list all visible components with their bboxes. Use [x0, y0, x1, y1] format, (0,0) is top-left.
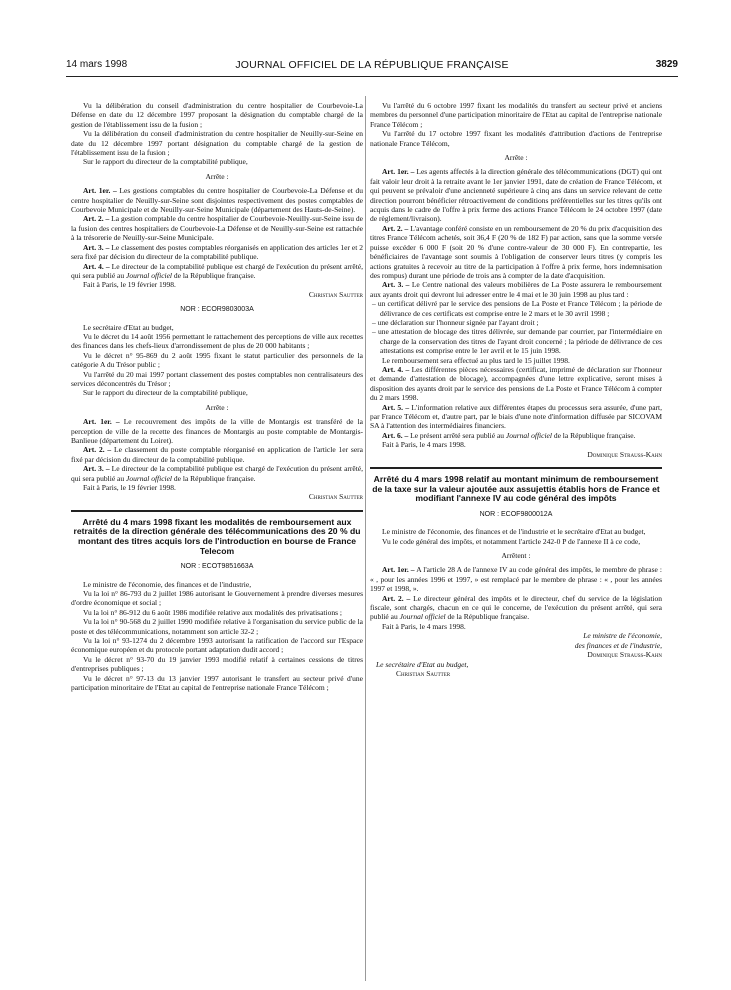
article: Art. 2. – Le directeur général des impôts et le directeur, chef du service de la législation fiscale, sont chargés, chacun en ce qui le concerne, de l'exécution du présent arrêté, qui sera publié au Journal officiel de la République française. [370, 593, 662, 622]
article-label: Art. 2. – [382, 593, 411, 603]
date-line: Fait à Paris, le 19 février 1998. [83, 483, 176, 493]
paragraph: Vu le décret n° 95-869 du 2 août 1995 fixant le statut particulier des personnels de la catégorie A du Trésor public ; [71, 350, 363, 370]
article: Art. 2. – Le classement du poste comptable réorganisé en application de l'article 1er sera fixé par décision du directeur de la comptabilité publique. [71, 445, 363, 464]
article-label: Art. 3. – [83, 464, 110, 474]
article-label: Art. 1er. – [83, 417, 120, 427]
column-divider [365, 96, 366, 981]
paragraph: Vu le décret n° 97-13 du 13 janvier 1997 autorisant le transfert au secteur privé d'une participation minoritaire de l'Etat au capital de l'entreprise nationale France Télécom ; [71, 673, 363, 693]
paragraph: Sur le rapport du directeur de la comptabilité publique, [83, 388, 248, 398]
signature: Dominique Strauss-Kahn [587, 650, 662, 660]
paragraph: Vu la loi n° 90-568 du 2 juillet 1990 modifiée relative à l'organisation du service public de la poste et des télécommunications, notamment son article 32-2 ; [71, 617, 363, 636]
article-label: Art. 1er. – [83, 186, 117, 196]
article-label: Art. 6. – [382, 430, 409, 440]
signatory-title: Le secrétaire d'Etat au budget, [376, 659, 469, 669]
nor-reference: NOR : ECOT9851663A [180, 563, 254, 571]
date-line: Fait à Paris, le 4 mars 1998. [382, 440, 466, 450]
paragraph: Vu le décret n° 93-70 du 19 janvier 1993 modifié relatif à certaines cessions de titres d'entreprises publiques ; [71, 654, 363, 674]
paragraph: Sur le rapport du directeur de la comptabilité publique, [83, 157, 248, 167]
signatory-title: des finances et de l'industrie, [574, 640, 662, 650]
article: Art. 4. – Les différentes pièces nécessaires (certificat, imprimé de déclaration sur l'honneur et demande d'attestation de blocage), accompagnées d'une lettre explicative, seront mises à disposition des ayants droit par le service des pensions de La Poste et France Télécom à compter du 2 mars 1998. [370, 364, 663, 403]
article: Art. 2. – L'avantage conféré consiste en un remboursement de 20 % du prix d'acquisition des titres France Télécom achetés, soit 36,4 F (20 % de 182 F) par action, sans que la somme versée puisse excéder 6 000 F (soit 20 % d'une contre-valeur de 30 000 F). En contrepartie, les bénéficiaires de l'avantage sont soumis à l'obligation de conserver leurs titres (y compris les actions gratuites à recevoir au titre de la participation à l'offre à prix ferme, hors indemnisation des rompus) durant une période de trois ans à compter de la date d'acquisition. [370, 223, 662, 280]
article-label: Art. 1er. – [382, 167, 415, 177]
paragraph: Le remboursement sera effectué au plus tard le 15 juillet 1998. [382, 355, 570, 365]
article: Art. 1er. – Le recouvrement des impôts de la ville de Montargis est transféré de la perception de ville de la recette des finances de Montargis au poste comptable de Montargis-Banlieue (département du Loiret). [71, 417, 363, 445]
page-header [66, 59, 678, 75]
article: Art. 5. – L'information relative aux différentes étapes du processus sera assurée, d'une part, par France Télécom et, d'autre part, par le biais d'une note d'information diffusée par SICOVAM SA à l'attention des intermédiaires financiers. [370, 402, 662, 431]
paragraph: Vu l'arrêté du 6 octobre 1997 fixant les modalités du transfert au secteur privé et anciens membres du personnel d'une participation minoritaire de l'Etat au capital de l'entreprise nationale France Télécom ; [370, 101, 662, 129]
document-list [370, 299, 662, 355]
article-label: Art. 2. – [382, 223, 409, 233]
paragraph: Vu l'arrêté du 17 octobre 1997 fixant les modalités d'attribution d'actions de l'entreprise nationale France Télécom, [370, 129, 662, 148]
signatory-title: Le ministre de l'économie, [583, 631, 662, 641]
paragraph: Vu l'arrêté du 20 mai 1997 portant classement des postes comptables non centralisateurs des services déconcentrés du Trésor ; [71, 369, 363, 388]
journal-title: JOURNAL OFFICIEL DE LA RÉPUBLIQUE FRANÇAISE [235, 59, 509, 71]
paragraph: Le ministre de l'économie, des finances et de l'industrie, [83, 579, 252, 589]
article: Art. 3. – Le classement des postes comptables réorganisés en application des articles 1er et 2 sera fixé par décision du directeur de la comptabilité publique. [71, 242, 363, 262]
paragraph: Vu le décret du 14 août 1956 permettant le rattachement des perceptions de ville aux recettes des finances dans les chefs-lieux d'arrondissement de plus de 20 000 habitants ; [71, 331, 363, 351]
signature: Christian Sautter [308, 289, 363, 299]
decree-title: Arrêté du 4 mars 1998 relatif au montant minimum de remboursement de la taxe sur la valeur ajoutée aux assujettis établis hors de France et modifiant l'annexe IV au code général des impôts [372, 474, 660, 504]
article: Art. 1er. – Les gestions comptables du centre hospitalier de Courbevoie-La Défense et du centre hospitalier de Neuilly-sur-Seine sont disjointes respectivement des postes comptables de Courbevoie Municipale et de Neuilly-sur-Seine Municipale (département des Hauts-de-Seine). [71, 186, 363, 215]
signature: Christian Sautter [396, 668, 451, 678]
list-item: – une attestation de blocage des titres délivrée, sur demande par courrier, par l'intermédiaire en charge de la conservation des titres de l'ayant droit concerné ; la période de délivrance de ces attestations est comprise entre le 1er avril et le 15 juin 1998. [380, 327, 662, 355]
article-label: Art. 2. – [83, 214, 110, 224]
article-label: Art. 1er. – [382, 565, 415, 575]
issue-date: 14 mars 1998 [66, 59, 128, 70]
paragraph: Vu la loi n° 86-912 du 6 août 1986 modifiée relative aux modalités des privatisations ; [83, 607, 342, 617]
paragraph: Vu la délibération du conseil d'administration du centre hospitalier de Courbevoie-La Défense en date du 12 décembre 1997 proposant la désignation du comptable chargé de la gestion de l'établissement issu de la fusion ; [71, 101, 363, 129]
article: Art. 6. – Le présent arrêté sera publié au Journal officiel de la République française. [382, 430, 636, 440]
nor-reference: NOR : ECOF9800012A [479, 510, 553, 518]
page-number: 3829 [655, 59, 678, 70]
article: Art. 2. – La gestion comptable du centre hospitalier de Courbevoie-Neuilly-sur-Seine issu de la fusion des centres hospitaliers de Courbevoie-La Défense et de Neuilly-sur-Seine est rattachée à la trésorerie de Neuilly-sur-Seine Municipale. [71, 214, 363, 243]
article: Art. 4. – Le directeur de la comptabilité publique est chargé de l'exécution du présent arrêté, qui sera publié au Journal officiel de la République française. [71, 261, 364, 280]
paragraph: Vu la loi n° 86-793 du 2 juillet 1986 autorisant le Gouvernement à prendre diverses mesures d'ordre économique et social ; [71, 589, 363, 608]
date-line: Fait à Paris, le 19 février 1998. [83, 280, 176, 290]
paragraph: Vu le code général des impôts, et notamment l'article 242-0 P de l'annexe II à ce code, [382, 536, 641, 546]
list-item: – une déclaration sur l'honneur signée par l'ayant droit ; [380, 318, 662, 327]
paragraph: Le secrétaire d'Etat au budget, [83, 322, 174, 332]
arrete-heading: Arrêtent : [501, 551, 531, 561]
paragraph: Le ministre de l'économie, des finances et de l'industrie et le secrétaire d'Etat au budget, [382, 527, 646, 537]
article-label: Art. 3. – [83, 242, 110, 252]
nor-reference: NOR : ECOR9803003A [180, 306, 254, 314]
arrete-heading: Arrête : [504, 153, 528, 163]
signature: Christian Sautter [308, 492, 363, 502]
article: Art. 1er. – A l'article 28 A de l'annexe IV au code général des impôts, le membre de phrase : « , pour les années 1996 et 1997, » est remplacé par le membre de phrase : « , pour les années 1997 et 1998, ». [370, 565, 662, 594]
article-label: Art. 4. – [83, 261, 110, 271]
right-column [370, 101, 662, 678]
left-column [71, 101, 363, 693]
section-rule [370, 467, 662, 469]
article-label: Art. 2. – [83, 445, 112, 455]
decree-title: Arrêté du 4 mars 1998 fixant les modalités de remboursement aux retraités de la direction générale des télécommunications des 20 % du montant des titres acquis lors de l'introduction en bourse de France Telecom [73, 516, 361, 556]
article: Art. 1er. – Les agents affectés à la direction générale des télécommunications (DGT) qui ont fait valoir leur droit à la retraite avant le 1er janvier 1991, date de création de France Télécom, et qui peuvent se prévaloir d'une ancienneté supérieure à cinq ans dans un service relevant de cette direction pourront bénéficier rétroactivement de conditions préférentielles sur les titres qu'ils ont acquis dans le cadre de l'offre à prix ferme des actions France Télécom le 24 octobre 1997 (date de règlement/livraison). [370, 167, 662, 224]
paragraph: Vu la délibération du conseil d'administration du centre hospitalier de Neuilly-sur-Seine en date du 12 décembre 1997 portant désignation du comptable chargé de la gestion de l'établissement issu de la fusion ; [71, 129, 363, 158]
paragraph: Vu la loi n° 93-1274 du 2 décembre 1993 autorisant la ratification de l'accord sur l'Espace économique européen et du protocole portant adaptation dudit accord ; [71, 636, 363, 655]
arrete-heading: Arrête : [205, 402, 229, 412]
section-rule [71, 510, 363, 512]
article: Art. 3. – Le Centre national des valeurs mobilières de La Poste assurera le remboursement aux ayants droit qui devront lui adresser entre le 4 mai et le 30 juin 1998 au plus tard : [370, 280, 662, 299]
article-label: Art. 4. – [382, 364, 410, 374]
arrete-heading: Arrête : [205, 171, 229, 181]
list-item: – un certificat délivré par le service des pensions de La Poste et France Télécom ; la période de délivrance de ces certificats est comprise entre le 2 mars et le 30 avril 1998 ; [380, 299, 662, 318]
signature: Dominique Strauss-Kahn [587, 449, 662, 459]
article: Art. 3. – Le directeur de la comptabilité publique est chargé de l'exécution du présent arrêté, qui sera publié au Journal officiel de la République française. [71, 464, 364, 483]
header-rule [66, 76, 678, 77]
date-line: Fait à Paris, le 4 mars 1998. [382, 621, 466, 631]
article-label: Art. 3. – [382, 280, 410, 290]
article-label: Art. 5. – [382, 402, 410, 412]
